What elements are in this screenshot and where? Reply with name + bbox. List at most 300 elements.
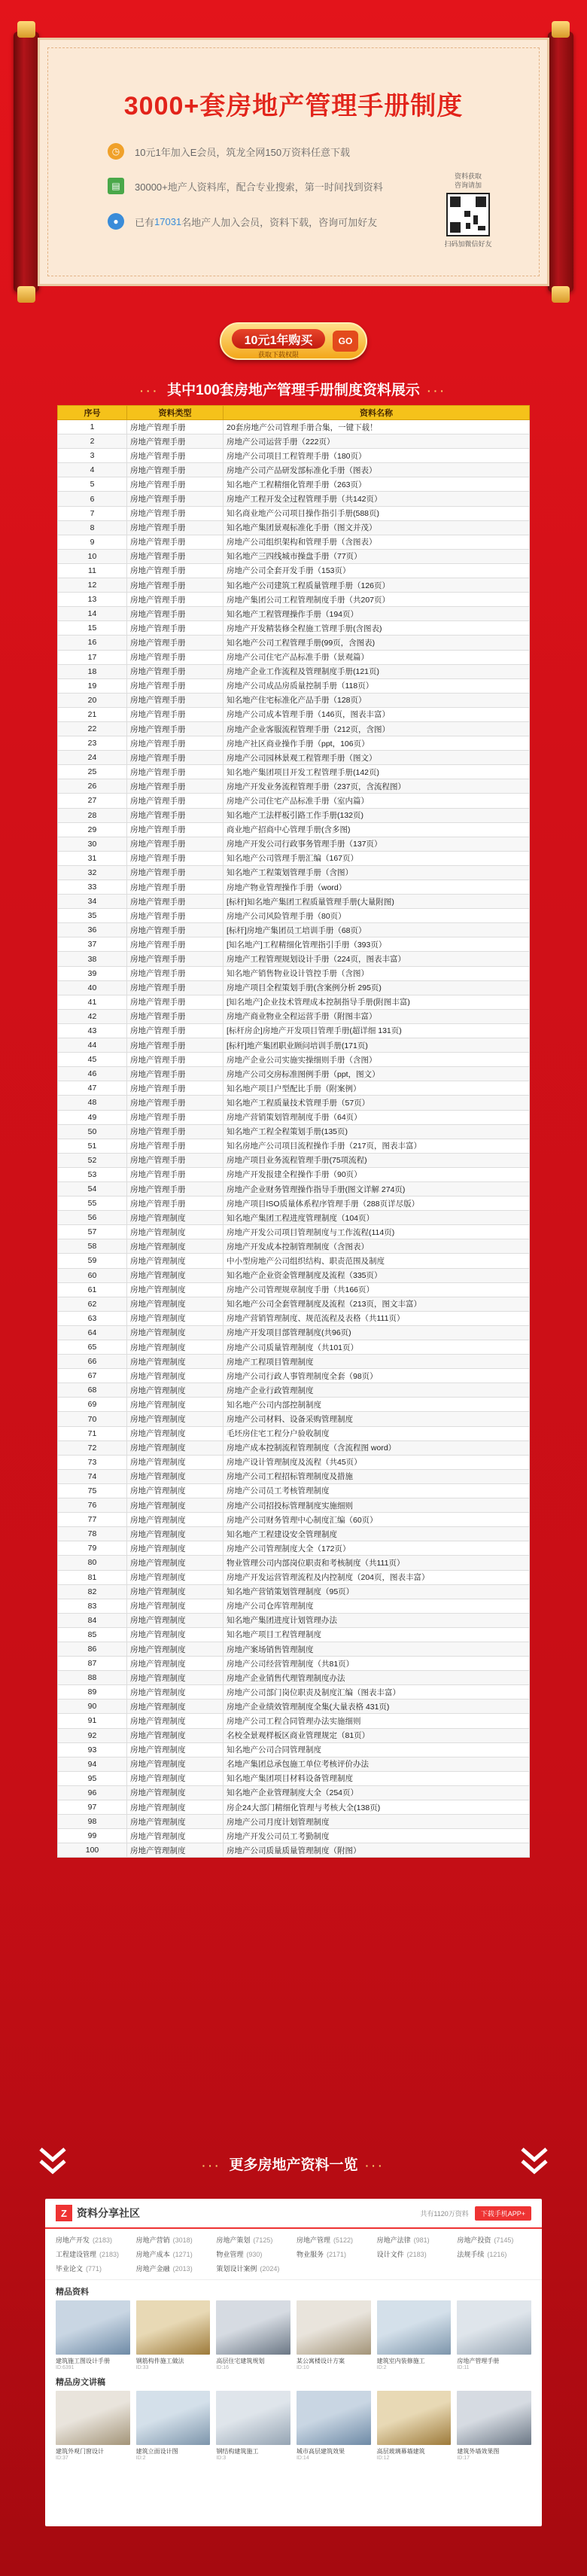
row-type: 房地产管理手册 [127,980,224,995]
table-row[interactable] [58,1455,530,1469]
row-name: 房地产工程项目管理制度 [224,1355,530,1369]
table-row[interactable] [58,1225,530,1239]
row-index: 54 [58,1181,127,1196]
table-row[interactable] [58,707,530,721]
table-row[interactable] [58,1469,530,1483]
row-type: 房地产管理制度 [127,1355,224,1369]
table-row[interactable] [58,650,530,664]
clock-icon: ◷ [108,143,124,160]
row-name: 知名地产工程质量技术管理手册（57页） [224,1096,530,1110]
row-index: 92 [58,1728,127,1742]
row-name: 房地产企业销售代理管理制度办法 [224,1671,530,1685]
table-row[interactable] [58,607,530,621]
table-row[interactable] [58,1483,530,1498]
table-row[interactable] [58,1556,530,1570]
row-type: 房地产管理手册 [127,937,224,952]
table-row[interactable] [58,1139,530,1153]
table-row[interactable] [58,578,530,593]
row-type: 房地产管理手册 [127,1181,224,1196]
row-type: 房地产管理制度 [127,1700,224,1714]
category-link[interactable]: 设计文件 (2183) [376,2251,427,2258]
row-index: 81 [58,1570,127,1584]
section-label-bottom: 精品房文讲稿 [56,2378,105,2387]
row-type: 房地产管理制度 [127,1771,224,1785]
table-row[interactable] [58,506,530,520]
table-row[interactable] [58,1181,530,1196]
site-name: 资料分享社区 [77,2207,140,2219]
row-index: 9 [58,535,127,549]
table-row[interactable] [58,1412,530,1426]
row-type: 房地产管理手册 [127,593,224,607]
row-index: 66 [58,1355,127,1369]
table-row[interactable] [58,1671,530,1685]
row-type: 房地产管理手册 [127,549,224,563]
table-row[interactable] [58,1297,530,1311]
row-type: 房地产管理手册 [127,1096,224,1110]
table-row[interactable] [58,765,530,779]
row-index: 73 [58,1455,127,1469]
row-type: 房地产管理手册 [127,794,224,808]
table-row[interactable] [58,1009,530,1023]
table-row[interactable] [58,966,530,980]
category-link[interactable]: 房地产投资 (7145) [457,2236,514,2244]
row-type: 房地产管理制度 [127,1829,224,1843]
row-type: 房地产管理制度 [127,1297,224,1311]
row-type: 房地产管理制度 [127,1513,224,1527]
resource-card[interactable] [377,2300,452,2370]
row-type: 房地产管理制度 [127,1412,224,1426]
table-row[interactable] [58,822,530,837]
card-caption: 建筑外观门窗设计 [56,2448,104,2455]
row-index: 74 [58,1469,127,1483]
buy-button[interactable] [220,322,367,360]
table-row[interactable] [58,1038,530,1053]
table-row[interactable] [58,980,530,995]
table-row[interactable] [58,1023,530,1038]
row-type: 房地产管理手册 [127,909,224,923]
table-row[interactable] [58,1268,530,1282]
row-index: 87 [58,1657,127,1671]
row-index: 35 [58,909,127,923]
banner-row-1: ◷ 10元1年加入E会员，筑龙全网150万资料任意下载 [108,143,350,160]
table-row[interactable] [58,937,530,952]
row-name: 知名地产项目工程管理制度 [224,1627,530,1642]
resource-card[interactable] [457,2300,531,2370]
table-row[interactable] [58,1700,530,1714]
table-row[interactable] [58,909,530,923]
table-row[interactable] [58,1110,530,1124]
row-type: 房地产管理制度 [127,1685,224,1700]
table-row[interactable] [58,1685,530,1700]
table-row[interactable] [58,1599,530,1613]
table-row[interactable] [58,1815,530,1829]
table-row[interactable] [58,779,530,794]
table-row[interactable] [58,1239,530,1254]
building-thumbnail [136,2391,211,2445]
table-row[interactable] [58,1153,530,1167]
table-row[interactable] [58,736,530,751]
category-link[interactable]: 法规手续 (1216) [457,2251,507,2258]
row-name: 知名地产集团项目开发工程管理手册(142页) [224,765,530,779]
row-type: 房地产管理制度 [127,1254,224,1268]
resource-card[interactable] [56,2391,130,2461]
table-row[interactable] [58,563,530,578]
row-type: 房地产管理手册 [127,563,224,578]
table-row[interactable] [58,664,530,678]
row-index: 33 [58,880,127,895]
table-row[interactable] [58,1440,530,1455]
table-row[interactable] [58,952,530,966]
row-type: 房地产管理制度 [127,1627,224,1642]
row-name: 房地产社区商业操作手册（ppt，106页） [224,736,530,751]
category-link[interactable]: 房地产策划 (7125) [216,2236,273,2244]
row-type: 房地产管理制度 [127,1714,224,1728]
table-row[interactable] [58,434,530,449]
building-thumbnail [216,2300,290,2355]
row-name: 房地产开发成本控制管理制度（含图表） [224,1239,530,1254]
card-caption: 钢结构建筑施工 [216,2448,259,2455]
card-caption: 建筑立面设计图 [135,2448,178,2455]
row-name: 房地产公司产品研发部标准化手册（图表） [224,463,530,477]
row-name: 房企24大部门精细化管理与考核大全(138页) [224,1800,530,1815]
table-row[interactable] [58,1426,530,1440]
table-row[interactable] [58,593,530,607]
row-type: 房地产管理手册 [127,535,224,549]
category-link[interactable]: 房地产成本 (1271) [135,2251,193,2258]
category-link[interactable]: 物业服务 (2171) [296,2251,347,2258]
more-section-title: ··· 更多房地产资料一览 ··· [202,2157,385,2173]
resource-card[interactable] [56,2300,130,2370]
row-index: 23 [58,736,127,751]
row-name: 知名地产营销策划管理制度（95页） [224,1584,530,1599]
building-thumbnail [56,2391,130,2445]
row-index: 99 [58,1829,127,1843]
table-row[interactable] [58,492,530,506]
card-caption: 房地产管理手册 [457,2358,500,2364]
table-row[interactable] [58,1714,530,1728]
row-name: 房地产案场销售管理制度 [224,1642,530,1656]
row-type: 房地产管理手册 [127,765,224,779]
category-link[interactable]: 物业管理 (930) [216,2251,263,2258]
row-index: 3 [58,449,127,463]
row-type: 房地产管理手册 [127,434,224,449]
row-type: 房地产管理制度 [127,1268,224,1282]
row-name: 知名地产工程建设安全管理制度 [224,1527,530,1541]
row-index: 36 [58,923,127,937]
card-meta: ID:12 [376,2456,390,2461]
category-link[interactable]: 房地产法律 (981) [376,2236,430,2244]
download-app-button[interactable]: 下载手机APP+ [475,2206,531,2221]
row-name: 房地产公司园林景观工程管理手册（图文） [224,751,530,765]
row-index: 50 [58,1124,127,1139]
row-name: 知名地产企业管理制度大全（254页） [224,1785,530,1800]
row-name: 房地产项目ISO质量体系程序管理手册（288页详尽版） [224,1197,530,1211]
table-row[interactable] [58,693,530,707]
table-row[interactable] [58,1282,530,1297]
row-type: 房地产管理制度 [127,1455,224,1469]
table-row[interactable] [58,1657,530,1671]
row-type: 房地产管理手册 [127,621,224,636]
row-type: 房地产管理手册 [127,880,224,895]
table-row[interactable] [58,1742,530,1757]
table-row[interactable] [58,1197,530,1211]
qr-block: 资料获取 咨询请加 扫码加微信好友 [444,172,492,248]
table-row[interactable] [58,1843,530,1858]
table-row[interactable] [58,1383,530,1398]
table-row[interactable] [58,1211,530,1225]
resource-card[interactable] [136,2300,211,2370]
row-index: 12 [58,578,127,593]
table-row[interactable] [58,1398,530,1412]
row-name: [标杆房企]房地产开发项目管理手册(超详细 131页) [224,1023,530,1038]
row-name: 知名地产公司合同管理制度 [224,1742,530,1757]
row-index: 40 [58,980,127,995]
table-row[interactable] [58,1311,530,1325]
row-name: 房地产商业物业全程运营手册（附图丰富） [224,1009,530,1023]
row-index: 19 [58,678,127,693]
table-row[interactable] [58,851,530,865]
row-name: 房地产企业工作流程及管理制度手册(121页) [224,664,530,678]
row-index: 91 [58,1714,127,1728]
building-thumbnail [56,2300,130,2355]
row-index: 75 [58,1483,127,1498]
resource-table [57,405,530,1858]
row-index: 18 [58,664,127,678]
row-type: 房地产管理手册 [127,1197,224,1211]
row-index: 11 [58,563,127,578]
table-row[interactable] [58,1642,530,1656]
row-name: 房地产企业绩效管理制度全集(大量表格 431页) [224,1700,530,1714]
table-row[interactable] [58,549,530,563]
row-index: 2 [58,434,127,449]
resource-card[interactable] [457,2391,531,2461]
table-row[interactable] [58,1498,530,1513]
category-link[interactable]: 工程建设管理 (2183) [56,2251,120,2258]
row-index: 62 [58,1297,127,1311]
row-type: 房地产管理制度 [127,1671,224,1685]
row-type: 房地产管理制度 [127,1785,224,1800]
row-type: 房地产管理制度 [127,1398,224,1412]
table-row[interactable] [58,1081,530,1096]
table-row[interactable] [58,1613,530,1627]
table-row[interactable] [58,1829,530,1843]
category-link[interactable]: 房地产金融 (2013) [135,2265,193,2273]
row-index: 16 [58,636,127,650]
row-name: 房地产公司材料、设备采购管理制度 [224,1412,530,1426]
table-row[interactable] [58,1757,530,1771]
table-row[interactable] [58,1527,530,1541]
row-index: 69 [58,1398,127,1412]
table-row[interactable] [58,420,530,434]
row-type: 房地产管理手册 [127,636,224,650]
resource-card[interactable] [297,2300,371,2370]
table-row[interactable] [58,463,530,477]
row-name: [知名地产]企业技术管理成本控制指导手册(附图丰富) [224,995,530,1009]
row-type: 房地产管理手册 [127,808,224,822]
table-row[interactable] [58,1541,530,1556]
table-row[interactable] [58,1124,530,1139]
table-row[interactable] [58,721,530,736]
go-button[interactable]: GO [333,331,358,352]
card-caption: 高层玻璃幕墙建筑 [376,2448,425,2455]
row-index: 20 [58,693,127,707]
row-type: 房地产管理手册 [127,477,224,492]
row-type: 房地产管理制度 [127,1383,224,1398]
row-index: 10 [58,549,127,563]
row-type: 房地产管理手册 [127,449,224,463]
row-type: 房地产管理制度 [127,1211,224,1225]
table-row[interactable] [58,636,530,650]
table-row[interactable] [58,520,530,535]
row-type: 房地产管理手册 [127,506,224,520]
row-index: 53 [58,1167,127,1181]
table-row[interactable] [58,923,530,937]
table-row[interactable] [58,837,530,851]
table-row[interactable] [58,1167,530,1181]
row-index: 48 [58,1096,127,1110]
banner-scroll [29,38,558,286]
table-row[interactable] [58,1785,530,1800]
row-index: 38 [58,952,127,966]
table-row[interactable] [58,535,530,549]
card-caption: 建筑施工图设计手册 [56,2358,110,2364]
table-row[interactable] [58,751,530,765]
table-row[interactable] [58,880,530,895]
resource-card[interactable] [377,2391,452,2461]
row-name: 知名地产集团工程进度管理制度（104页） [224,1211,530,1225]
table-row[interactable] [58,995,530,1009]
row-name: 房地产设计管理制度及流程（共45页） [224,1455,530,1469]
table-row[interactable] [58,1340,530,1355]
row-index: 61 [58,1282,127,1297]
row-index: 28 [58,808,127,822]
row-name: [标杆]知名地产集团工程质量管理手册(大量附图) [224,895,530,909]
table-row[interactable] [58,1325,530,1340]
row-type: 房地产管理手册 [127,578,224,593]
card-meta: ID:14 [296,2456,309,2461]
resource-card[interactable] [297,2391,371,2461]
site-preview[interactable] [45,2199,542,2526]
table-row[interactable] [58,477,530,492]
table-row[interactable] [58,1096,530,1110]
row-type: 房地产管理手册 [127,420,224,434]
row-name: 房地产营销策划管理制度手册（64页） [224,1110,530,1124]
row-name: 房地产企业公司实施实操细则手册（含图） [224,1053,530,1067]
category-link[interactable]: 房地产开发 (2183) [56,2236,113,2244]
row-name: 知名地产销售物业设计管控手册（含图） [224,966,530,980]
table-row[interactable] [58,678,530,693]
resource-card[interactable] [136,2391,211,2461]
row-type: 房地产管理制度 [127,1570,224,1584]
row-name: 房地产工程管理规划设计手册（224页，图表丰富） [224,952,530,966]
row-name: [标杆]房地产集团员工培训手册（68页） [224,923,530,937]
table-row[interactable] [58,1584,530,1599]
row-name: 知名地产公司工程管理手册(99页，含图表) [224,636,530,650]
row-name: 房地产公司管理制度大全（172页） [224,1541,530,1556]
row-type: 房地产管理制度 [127,1728,224,1742]
table-header-row [58,406,530,420]
row-index: 56 [58,1211,127,1225]
row-type: 房地产管理手册 [127,1023,224,1038]
row-name: 知名商业地产公司项目操作指引手册(588页) [224,506,530,520]
row-type: 房地产管理手册 [127,822,224,837]
table-row[interactable] [58,865,530,879]
banner-title: 3000+套房地产管理手册制度 [123,92,464,120]
row-index: 46 [58,1067,127,1081]
row-index: 88 [58,1671,127,1685]
row-type: 房地产管理手册 [127,779,224,794]
row-name: 房地产公司经营管理制度（共81页） [224,1657,530,1671]
row-index: 95 [58,1771,127,1785]
row-name: 房地产企业财务管理操作指导手册(图文详解 274页) [224,1181,530,1196]
table-row[interactable] [58,808,530,822]
category-link[interactable]: 房地产管理 (5122) [296,2236,354,2244]
row-name: 房地产开发业务流程管理手册（237页，含流程图） [224,779,530,794]
category-link[interactable]: 房地产营销 (3018) [135,2236,193,2244]
row-type: 房地产管理制度 [127,1815,224,1829]
table-row[interactable] [58,1513,530,1527]
qr-code-icon[interactable] [446,193,490,236]
card-meta: ID:16 [216,2365,230,2370]
table-row[interactable] [58,1728,530,1742]
row-name: 知名地产三四线城市操盘手册（77页） [224,549,530,563]
table-row[interactable] [58,621,530,636]
row-index: 15 [58,621,127,636]
row-type: 房地产管理手册 [127,995,224,1009]
table-row[interactable] [58,1627,530,1642]
row-index: 64 [58,1325,127,1340]
table-row[interactable] [58,1254,530,1268]
col-header-name: 资料名称 [224,406,530,420]
category-link[interactable]: 策划设计案例 (2024) [216,2265,280,2273]
row-type: 房地产管理手册 [127,1167,224,1181]
card-caption: 钢筋构件施工做法 [135,2358,184,2364]
row-type: 房地产管理制度 [127,1311,224,1325]
row-type: 房地产管理手册 [127,895,224,909]
row-type: 房地产管理制度 [127,1483,224,1498]
row-name: 知名地产公司管理手册汇编（167页） [224,851,530,865]
table-row[interactable] [58,1053,530,1067]
table-row[interactable] [58,794,530,808]
table-row[interactable] [58,1771,530,1785]
row-index: 42 [58,1009,127,1023]
category-link[interactable]: 毕业论文 (771) [56,2265,102,2273]
table-row[interactable] [58,1369,530,1383]
row-type: 房地产管理制度 [127,1340,224,1355]
row-index: 85 [58,1627,127,1642]
table-row[interactable] [58,449,530,463]
row-index: 100 [58,1843,127,1858]
row-index: 78 [58,1527,127,1541]
row-name: 房地产开发报建全程操作手册（90页） [224,1167,530,1181]
scroll-rod-right [548,32,573,292]
card-meta: ID:37 [56,2456,68,2461]
banner-row-3: ● 已有 17031 名地产人加入会员，资料下载，咨询可加好友 [108,213,377,230]
row-index: 44 [58,1038,127,1053]
row-index: 57 [58,1225,127,1239]
table-row[interactable] [58,1067,530,1081]
row-name: 名地产集团总承包施工单位考核评价办法 [224,1757,530,1771]
row-index: 21 [58,707,127,721]
table-row[interactable] [58,1570,530,1584]
resource-card[interactable] [216,2391,290,2461]
row-type: 房地产管理手册 [127,1110,224,1124]
table-row[interactable] [58,1800,530,1815]
row-name: 房地产公司工程合同管理办法实施细则 [224,1714,530,1728]
table-row[interactable] [58,1355,530,1369]
resource-card[interactable] [216,2300,290,2370]
table-row[interactable] [58,895,530,909]
